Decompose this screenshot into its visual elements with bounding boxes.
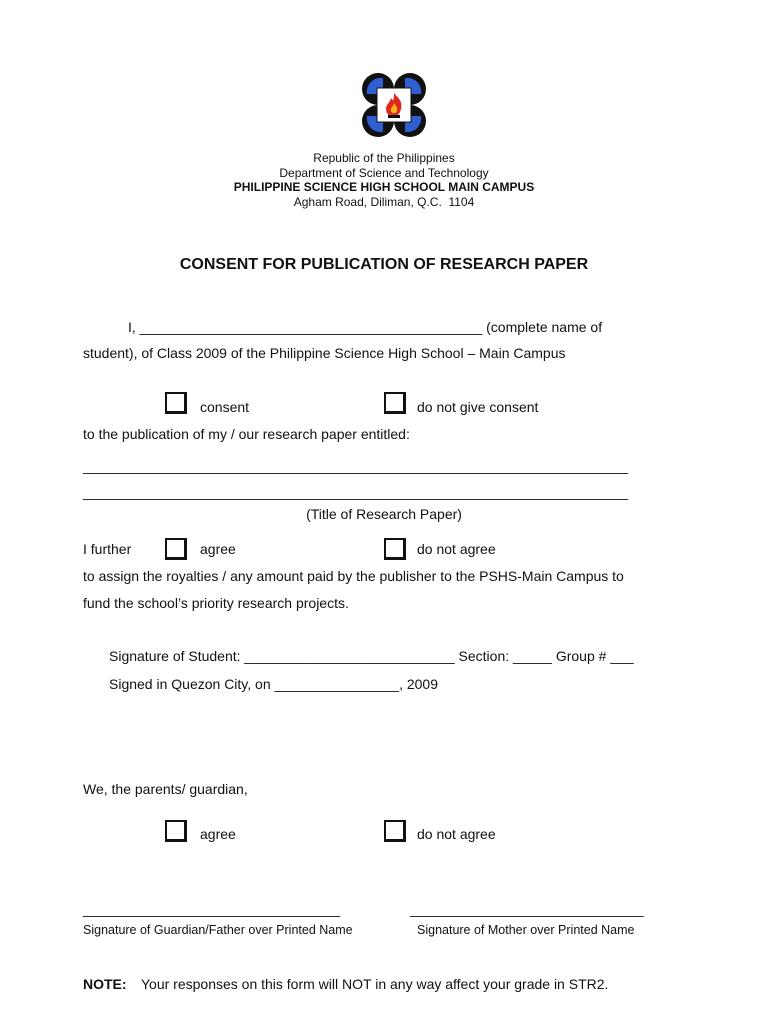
research-title-blank-2[interactable]: ______________________________________________________________________ (83, 484, 629, 500)
note-text: Your responses on this form will NOT in any way affect your grade in STR2. (141, 976, 609, 992)
student-signature-line[interactable]: Signature of Student: ___________________________ Section: _____ Group # ___ (109, 648, 634, 664)
parents-agree-label: agree (200, 826, 236, 842)
guardian-signature-blank[interactable]: _________________________________ (83, 901, 340, 917)
parents-agree-checkbox[interactable] (165, 820, 187, 842)
royalty-do-not-agree-checkbox[interactable] (384, 538, 406, 560)
royalty-agree-checkbox[interactable] (165, 538, 187, 560)
royalty-do-not-agree-label: do not agree (417, 541, 496, 557)
consent-checkbox[interactable] (165, 392, 187, 414)
consent-label: consent (200, 399, 250, 415)
department-line: Department of Science and Technology (279, 166, 489, 180)
guardian-signature-caption: Signature of Guardian/Father over Printed Name (83, 923, 353, 937)
do-not-give-consent-label: do not give consent (417, 399, 539, 415)
royalty-line-2: fund the school’s priority research projects. (83, 595, 349, 611)
mother-signature-caption: Signature of Mother over Printed Name (417, 923, 635, 937)
royalty-agree-label: agree (200, 541, 236, 557)
royalty-line-1: to assign the royalties / any amount paid by the publisher to the PSHS-Main Campus to (83, 568, 624, 584)
mother-signature-blank[interactable]: ______________________________ (410, 901, 644, 917)
note-label: NOTE: (83, 976, 127, 992)
student-class-line: student), of Class 2009 of the Philippine Science High School – Main Campus (83, 345, 566, 361)
i-further-label: I further (83, 541, 132, 557)
school-address: Agham Road, Diliman, Q.C. 1104 (293, 195, 475, 209)
parents-do-not-agree-checkbox[interactable] (384, 820, 406, 842)
research-title-caption: (Title of Research Paper) (306, 506, 462, 522)
republic-line: Republic of the Philippines (313, 151, 455, 165)
publication-line: to the publication of my / our research paper entitled: (83, 426, 410, 442)
school-name: PHILIPPINE SCIENCE HIGH SCHOOL MAIN CAMPUS (233, 180, 535, 194)
research-title-blank-1[interactable]: ______________________________________________________________________ (83, 458, 629, 474)
do-not-give-consent-checkbox[interactable] (384, 392, 406, 414)
parents-intro: We, the parents/ guardian, (83, 781, 248, 797)
student-name-line: I, ____________________________________________ (complete name of (128, 319, 603, 335)
parents-do-not-agree-label: do not agree (417, 826, 496, 842)
signed-date-line[interactable]: Signed in Quezon City, on ________________, 2009 (109, 676, 439, 692)
document-title: CONSENT FOR PUBLICATION OF RESEARCH PAPER (179, 256, 589, 273)
pshs-seal-icon (361, 72, 427, 138)
